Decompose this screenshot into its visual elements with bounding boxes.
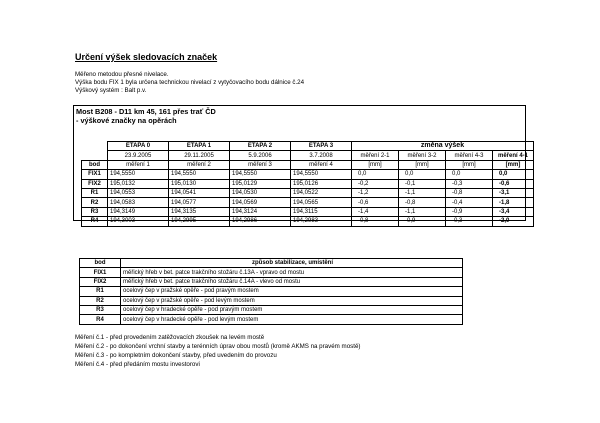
bod-cell: FIX2 <box>82 179 108 188</box>
diff-cell: -0,9 <box>446 207 493 216</box>
diff-cell: -0,6 <box>493 179 534 188</box>
desc-cell: ocelový čep v hradecké opěře - pod levým mostem <box>121 315 463 324</box>
table-row <box>82 217 534 226</box>
diff-cell: -3,4 <box>493 207 534 216</box>
measurement-table-title <box>76 107 216 125</box>
table-row <box>80 287 463 296</box>
unit-cell: [mm] <box>399 160 446 169</box>
diff-cell: 0,0 <box>352 170 399 179</box>
intro-line: Měřeno metodou přesné nivelace. <box>75 71 169 78</box>
diff-cell: -0,6 <box>352 198 399 207</box>
etapa-header: ETAPA 1 <box>169 142 230 151</box>
height-cell: 195,0126 <box>291 179 352 188</box>
diff-cell: -0,8 <box>399 198 446 207</box>
height-cell: 194,2983 <box>291 217 352 226</box>
diff-cell: -1,2 <box>352 188 399 197</box>
note-line: Měření č.3 - po kompletním dokončení stavby, před uvedením do provozu <box>75 352 277 359</box>
diff-cell: -0,1 <box>399 179 446 188</box>
measurement-table <box>81 141 534 227</box>
height-cell: 195,0132 <box>108 179 169 188</box>
stabilization-table <box>79 258 463 325</box>
bridge-subtitle: - výškové značky na opěrách <box>76 116 177 125</box>
note-line: Měření č.2 - po dokončení vrchní stavby a terénních úprav obou mostů (kromě AKMS na pravém mostě) <box>75 343 361 350</box>
diff-cell: -0,3 <box>446 217 493 226</box>
unit-cell: [mm] <box>352 160 399 169</box>
bod-cell: FIX1 <box>80 268 121 277</box>
bod-cell: R2 <box>82 198 108 207</box>
diff-cell: 0,0 <box>446 170 493 179</box>
mereni-cell: měření 4 <box>291 160 352 169</box>
bod-cell: R4 <box>82 217 108 226</box>
date-cell: 29.11.2005 <box>169 151 230 160</box>
table-row <box>80 277 463 286</box>
height-cell: 194,5550 <box>291 170 352 179</box>
table-row <box>82 207 534 216</box>
zmena-col-header: měření 4-3 <box>446 151 493 160</box>
unit-cell: [mm] <box>446 160 493 169</box>
table-row <box>80 296 463 305</box>
date-row <box>82 151 534 160</box>
height-cell: 194,0541 <box>169 188 230 197</box>
height-cell: 195,0129 <box>230 179 291 188</box>
zmena-col-header: měření 4-1 <box>493 151 534 160</box>
date-cell: 23.9.2005 <box>108 151 169 160</box>
table-row <box>82 198 534 207</box>
bod-cell: R3 <box>82 207 108 216</box>
diff-cell: -1,1 <box>399 207 446 216</box>
unit-cell: [mm] <box>493 160 534 169</box>
etapa-header: ETAPA 3 <box>291 142 352 151</box>
desc-cell: ocelový čep v hradecké opěře - pod pravým mostem <box>121 305 463 314</box>
diff-cell: -3,1 <box>493 188 534 197</box>
bod-cell: FIX2 <box>80 277 121 286</box>
desc-header: způsob stabilizace, umístění <box>121 259 463 268</box>
diff-cell: -1,1 <box>399 188 446 197</box>
diff-cell: 0,0 <box>493 170 534 179</box>
mereni-row <box>82 160 534 169</box>
zmena-col-header: měření 2-1 <box>352 151 399 160</box>
intro-line: Výška bodu FIX 1 byla určena technickou nivelací z vytyčovacího bodu dálnice č.24 <box>75 79 305 86</box>
diff-cell: -0,9 <box>399 217 446 226</box>
diff-cell: -0,8 <box>446 188 493 197</box>
table-row <box>80 268 463 277</box>
desc-cell: ocelový čep v pražské opěře - pod pravým mostem <box>121 287 463 296</box>
height-cell: 194,3115 <box>291 207 352 216</box>
intro-line: Výškový systém : Balt p.v. <box>75 87 147 94</box>
etapa-header: ETAPA 0 <box>108 142 169 151</box>
bod-cell: R1 <box>82 188 108 197</box>
bod-header: bod <box>80 259 121 268</box>
intro-text <box>75 71 304 95</box>
bod-cell: R3 <box>80 305 121 314</box>
table-row <box>80 305 463 314</box>
height-cell: 195,0130 <box>169 179 230 188</box>
height-cell: 194,3149 <box>108 207 169 216</box>
height-cell: 194,0553 <box>108 188 169 197</box>
height-cell: 194,2995 <box>169 217 230 226</box>
zmena-col-header: měření 3-2 <box>399 151 446 160</box>
table-row <box>80 315 463 324</box>
etapa-header: ETAPA 2 <box>230 142 291 151</box>
height-cell: 194,5550 <box>108 170 169 179</box>
bridge-title: Most B208 - D11 km 45, 161 přes trať ČD <box>76 107 216 116</box>
diff-cell: -2,0 <box>493 217 534 226</box>
stabilization-header-row <box>80 259 463 268</box>
note-line: Měření č.4 - před předáním mostu investorovi <box>75 361 200 368</box>
table-row <box>82 179 534 188</box>
height-cell: 194,0565 <box>291 198 352 207</box>
diff-cell: -1,4 <box>352 207 399 216</box>
height-cell: 194,0569 <box>230 198 291 207</box>
date-cell: 5.9.2006 <box>230 151 291 160</box>
mereni-cell: měření 2 <box>169 160 230 169</box>
height-cell: 194,0530 <box>230 188 291 197</box>
bod-cell: FIX1 <box>82 170 108 179</box>
etapa-header-row <box>82 142 534 151</box>
height-cell: 194,5550 <box>230 170 291 179</box>
diff-cell: -0,8 <box>352 217 399 226</box>
height-cell: 194,0577 <box>169 198 230 207</box>
height-cell: 194,5550 <box>169 170 230 179</box>
mereni-cell: měření 3 <box>230 160 291 169</box>
desc-cell: měřický hřeb v bet. patce trakčního stožáru č.13A - vpravo od mostu <box>121 268 463 277</box>
diff-cell: -0,4 <box>446 198 493 207</box>
table-row <box>82 188 534 197</box>
page-title: Určení výšek sledovacích značek <box>75 52 218 62</box>
desc-cell: měřický hřeb v bet. patce trakčního stožáru č.14A - vlevo od mostu <box>121 277 463 286</box>
date-cell: 3.7.2008 <box>291 151 352 160</box>
height-cell: 194,0522 <box>291 188 352 197</box>
height-cell: 194,3124 <box>230 207 291 216</box>
bod-cell: R2 <box>80 296 121 305</box>
height-cell: 194,2986 <box>230 217 291 226</box>
mereni-cell: měření 1 <box>108 160 169 169</box>
height-cell: 194,3135 <box>169 207 230 216</box>
diff-cell: -0,2 <box>352 179 399 188</box>
diff-cell: -0,3 <box>446 179 493 188</box>
bod-cell: R4 <box>80 315 121 324</box>
notes <box>75 333 360 369</box>
diff-cell: -1,8 <box>493 198 534 207</box>
note-line: Měření č.1 - před provedením zatěžovacích zkoušek na levém mostě <box>75 334 265 341</box>
height-cell: 194,3003 <box>108 217 169 226</box>
height-cell: 194,0583 <box>108 198 169 207</box>
diff-cell: 0,0 <box>399 170 446 179</box>
zmena-header: změna výšek <box>352 142 534 151</box>
bod-cell: R1 <box>80 287 121 296</box>
bod-header: bod <box>82 160 108 169</box>
table-row <box>82 170 534 179</box>
desc-cell: ocelový čep v pražské opěře - pod levým mostem <box>121 296 463 305</box>
